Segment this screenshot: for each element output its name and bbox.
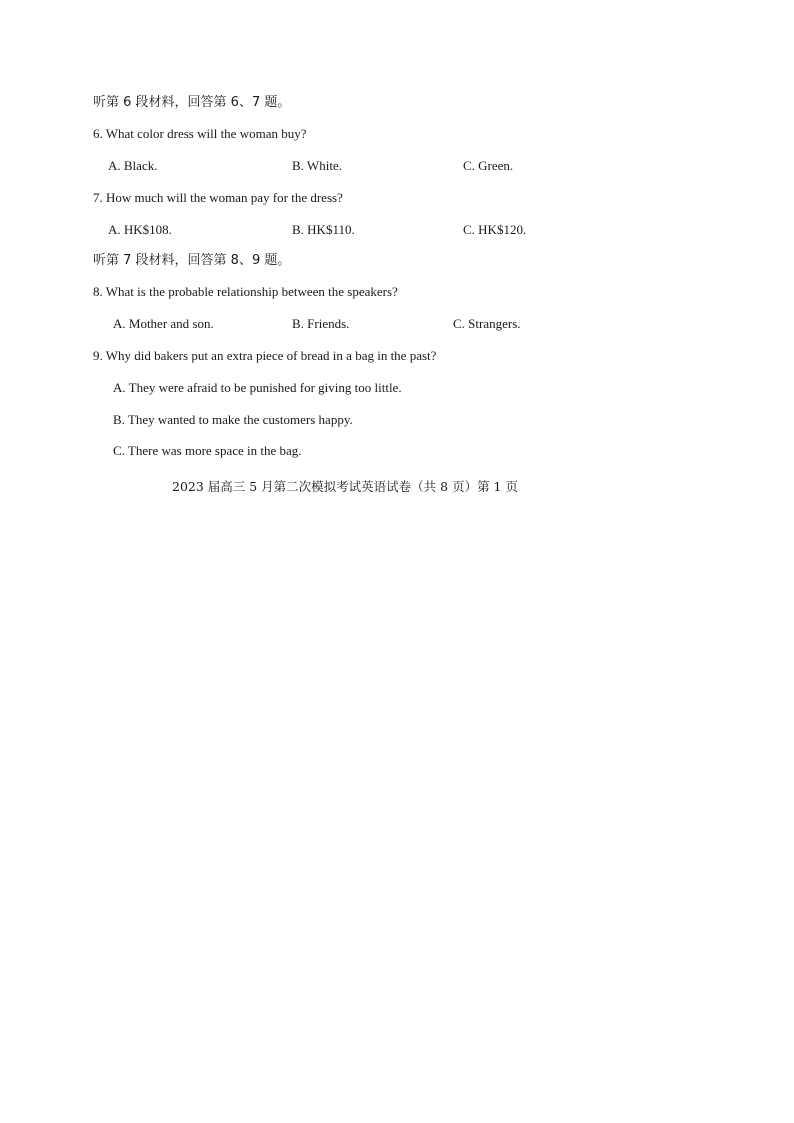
question-6-stem: 6. What color dress will the woman buy? [93,126,307,141]
question-8-stem: 8. What is the probable relationship between the speakers? [93,284,398,299]
question-8-option-c: C. Strangers. [453,316,521,331]
question-6-option-a: A. Black. [108,158,158,173]
question-6-option-b: B. White. [292,158,342,173]
question-9-stem: 9. Why did bakers put an extra piece of bread in a bag in the past? [93,348,437,363]
question-8-option-b: B. Friends. [292,316,350,331]
question-6-option-c: C. Green. [463,158,514,173]
question-8-option-a: A. Mother and son. [113,316,214,331]
page-footer: 2023 届高三 5 月第二次模拟考试英语试卷（共 8 页）第 1 页 [172,479,518,494]
section-heading-6: 听第 6 段材料，回答第 6、7 题。 [93,95,291,110]
section-heading-7: 听第 7 段材料，回答第 8、9 题。 [93,253,291,268]
question-7-stem: 7. How much will the woman pay for the dress? [93,190,343,205]
question-9-option-b: B. They wanted to make the customers happy. [113,412,353,427]
question-9-option-a: A. They were afraid to be punished for giving too little. [113,380,402,395]
question-9-option-c: C. There was more space in the bag. [113,443,302,458]
question-7-option-a: A. HK$108. [108,222,172,237]
question-7-option-b: B. HK$110. [292,222,355,237]
question-7-option-c: C. HK$120. [463,222,527,237]
